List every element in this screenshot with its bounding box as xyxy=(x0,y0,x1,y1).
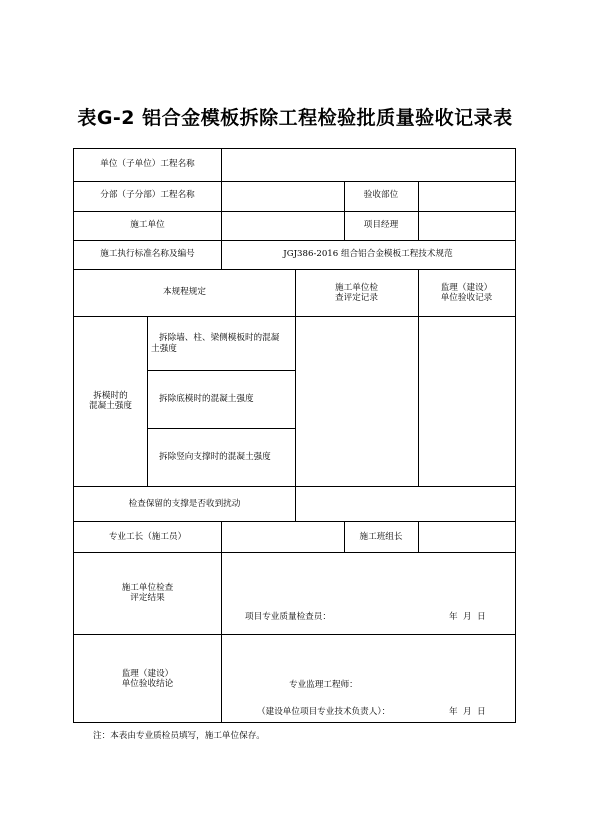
table-rule xyxy=(418,181,419,240)
support-check-label: 检查保留的支撑是否收到扰动 xyxy=(128,499,241,509)
unit-name-label: 单位（子单位）工程名称 xyxy=(100,159,195,169)
check-result-label-line1: 施工单位检查 xyxy=(121,583,174,593)
standard-label: 施工执行标准名称及编号 xyxy=(100,249,195,259)
client-tech-lead-label: （建设单位项目专业技术负责人）： xyxy=(257,707,391,717)
supervision-conclusion-label-line1: 监理（建设） xyxy=(121,669,174,679)
supervision-conclusion-label-line2: 单位验收结论 xyxy=(121,679,174,689)
table-rule xyxy=(74,521,515,522)
date-label: 年 月 日 xyxy=(449,612,486,622)
form-title: 表G-2 铝合金模板拆除工程检验批质量验收记录表 xyxy=(77,107,513,129)
table-rule xyxy=(74,552,515,553)
table-rule xyxy=(418,521,419,552)
subunit-name-label: 分部（子分部）工程名称 xyxy=(100,190,195,200)
supervision-engineer-label: 专业监理工程师： xyxy=(289,680,358,690)
footnote: 注：本表由专业质检员填写，施工单位保存。 xyxy=(93,731,265,741)
standard-value: JGJ386-2016 组合铝合金模板工程技术规范 xyxy=(283,249,453,259)
construction-check-header-line2: 查评定记录 xyxy=(335,293,378,303)
item-wall-column-beam-line1: 拆除墙、柱、梁侧模板时的混凝 xyxy=(159,333,280,343)
table-rule xyxy=(74,634,515,635)
check-result-label-line2: 评定结果 xyxy=(130,593,165,603)
item-vertical-support: 拆除竖向支撑时的混凝土强度 xyxy=(159,452,271,462)
table-rule xyxy=(74,211,515,212)
supervision-header-line1: 监理（建设） xyxy=(440,283,493,293)
foreman-label: 专业工长（施工员） xyxy=(108,532,187,542)
supervision-header-line2: 单位验收记录 xyxy=(440,293,493,303)
table-rule xyxy=(221,521,222,552)
inspection-record-table xyxy=(73,148,516,723)
acceptance-part-label: 验收部位 xyxy=(363,190,399,200)
table-rule xyxy=(295,269,296,521)
spec-header: 本规程规定 xyxy=(163,287,206,297)
construction-check-header-line1: 施工单位检 xyxy=(335,283,378,293)
table-rule xyxy=(221,552,222,722)
table-rule xyxy=(147,316,148,486)
strength-group-label-line2: 混凝土强度 xyxy=(89,401,132,411)
date-label-2: 年 月 日 xyxy=(449,707,486,717)
table-rule xyxy=(147,428,295,429)
project-manager-label: 项目经理 xyxy=(363,220,399,230)
table-rule xyxy=(147,370,295,371)
quality-inspector-label: 项目专业质量检查员： xyxy=(245,612,331,622)
table-rule xyxy=(74,240,515,241)
table-rule xyxy=(74,181,515,182)
item-wall-column-beam-line2: 土强度 xyxy=(151,344,177,354)
item-bottom-form: 拆除底模时的混凝土强度 xyxy=(159,394,254,404)
construction-unit-label: 施工单位 xyxy=(130,220,165,230)
team-leader-label: 施工班组长 xyxy=(359,532,403,542)
strength-group-label-line1: 拆模时的 xyxy=(93,391,128,401)
